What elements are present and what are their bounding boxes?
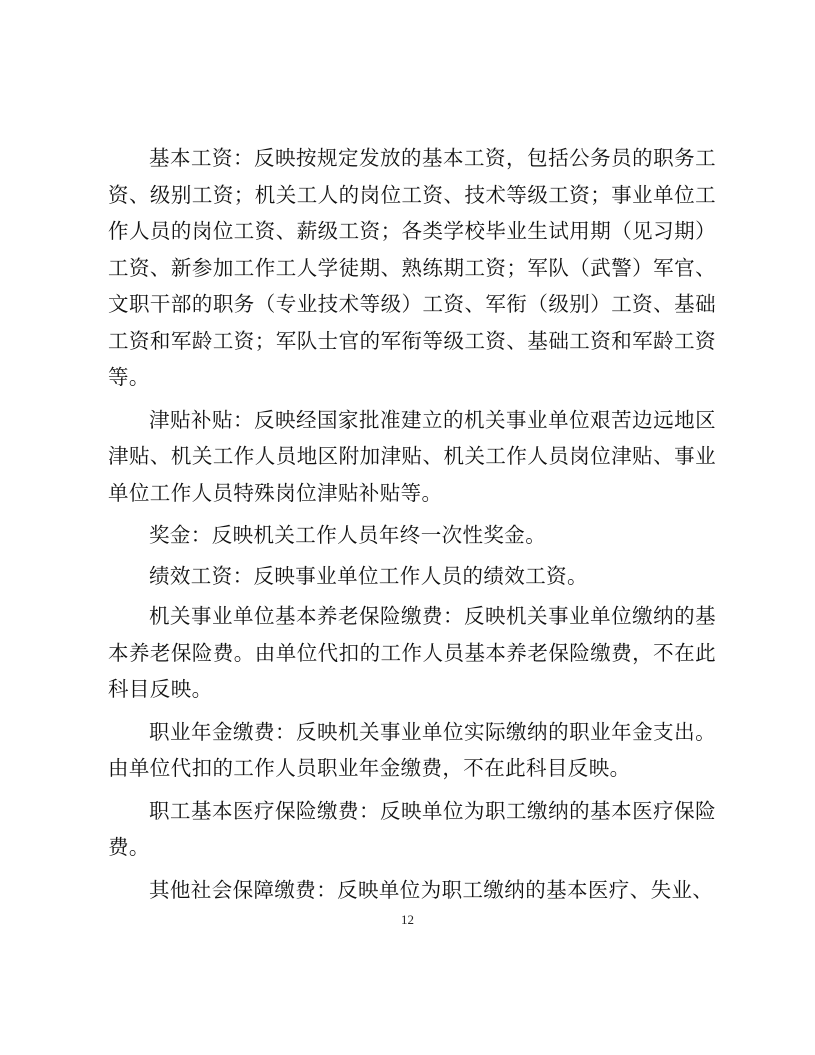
- paragraph-medical-insurance: 职工基本医疗保险缴费：反映单位为职工缴纳的基本医疗保险费。: [108, 798, 716, 859]
- paragraph-bonus: 奖金：反映机关工作人员年终一次性奖金。: [149, 523, 547, 547]
- paragraph-allowances: 津贴补贴：反映经国家批准建立的机关事业单位艰苦边远地区津贴、机关工作人员地区附加津贴、机关工作人员岗位津贴、事业单位工作人员特殊岗位津贴补贴等。: [108, 407, 716, 505]
- paragraph-performance-pay: 绩效工资：反映事业单位工作人员的绩效工资。: [149, 563, 588, 588]
- paragraph-pension-insurance: 机关事业单位基本养老保险缴费：反映机关事业单位缴纳的基本养老保险费。由单位代扣的工作人员基本养老保险缴费，不在此科目反映。: [108, 604, 716, 701]
- paragraph-other-social-security: 其他社会保障缴费：反映单位为职工缴纳的基本医疗、失业、: [149, 877, 714, 902]
- paragraph-occupational-annuity: 职业年金缴费：反映机关事业单位实际缴纳的职业年金支出。由单位代扣的工作人员职业年金缴费，不在此科目反映。: [108, 719, 716, 780]
- paragraph-basic-salary: 基本工资：反映按规定发放的基本工资，包括公务员的职务工资、级别工资；机关工人的岗位工资、技术等级工资；事业单位工作人员的岗位工资、薪级工资；各类学校毕业生试用期（见习期）工资、新参加工作工人学徒期、熟练期工资；军队（武警）军官、文职干部的职务（专业技术等级）工资、军衔（级别）工资、基础工资和军龄工资；军队士官的军衔等级工资、基础工资和军龄工资等。: [108, 146, 716, 389]
- page-number: 12: [401, 912, 414, 927]
- document-body: [108, 140, 716, 914]
